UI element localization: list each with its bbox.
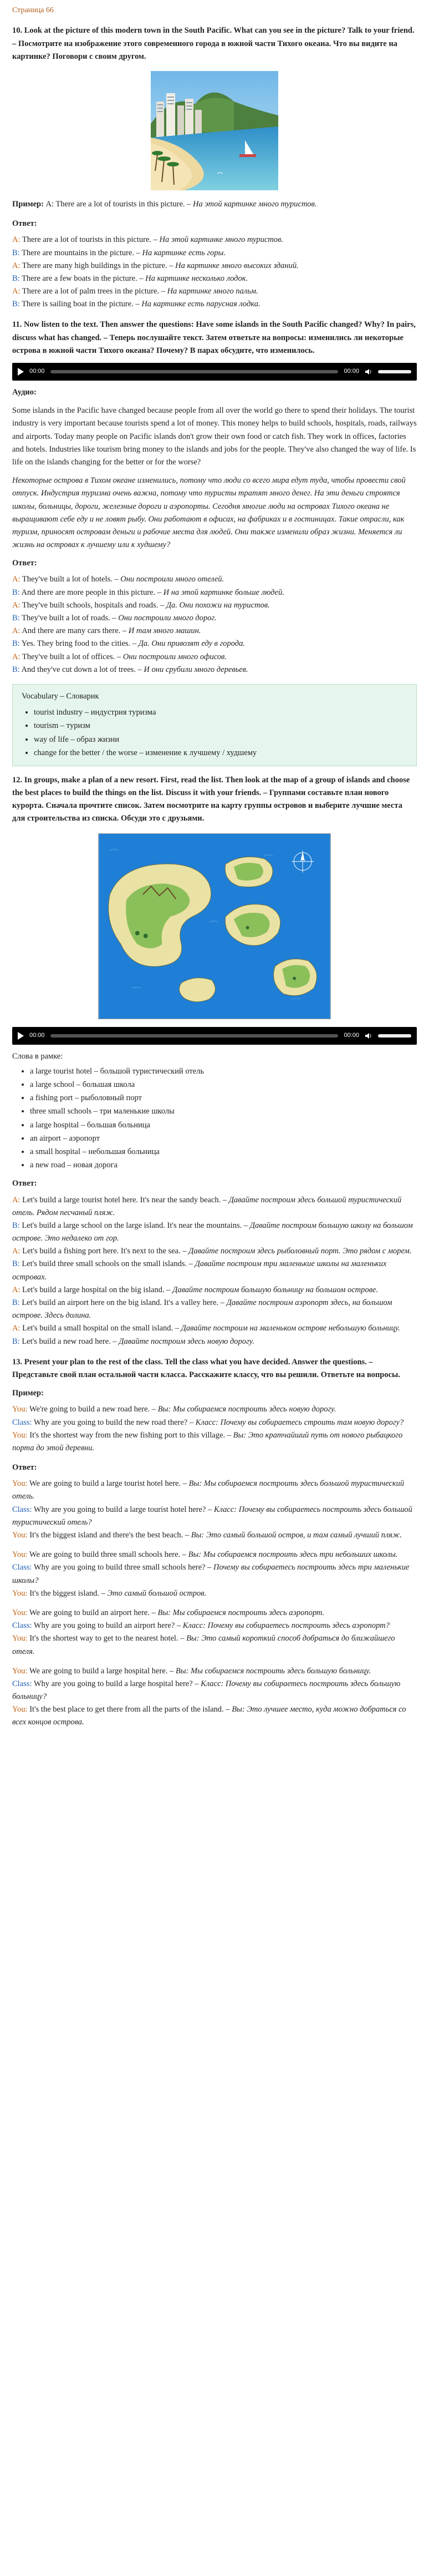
line-ru: Класс: Почему вы собираетесь построить здесь большой туристический отель?	[12, 1505, 412, 1527]
dialogue-line	[12, 586, 417, 599]
line-en: Why are you going to build a large hospital here? –	[32, 1679, 201, 1688]
line-en: We are going to build an airport here. –	[27, 1608, 158, 1617]
audio-time-end: 00:00	[344, 368, 359, 375]
dialogue-line	[12, 1607, 417, 1620]
words-label: Слова в рамке:	[12, 1051, 63, 1061]
word-item: • a small hospital – небольшая больница	[30, 1146, 417, 1158]
dialogue-line	[12, 1529, 417, 1542]
volume-icon[interactable]	[365, 1032, 372, 1040]
task-12-title: 12. In groups, make a plan of a new resort. First, read the list. Then look at the map of a group of islands and choose the best places to build the things on the list. Discuss it with your friends. – Группами составьте план нового курорта. Сначала прочтите список. Затем посмотрите на карту группы островов и выберите лучшие места для строительства из списка. Обсуди это с друзьями.	[12, 775, 410, 823]
audio-progress-bar[interactable]	[50, 370, 339, 373]
volume-slider[interactable]	[378, 370, 411, 373]
play-icon[interactable]	[18, 368, 24, 376]
dialogue-line	[12, 1335, 417, 1348]
speaker: B:	[12, 639, 20, 649]
line-en: Yes. They bring food to the cities. –	[19, 639, 139, 649]
audio-player	[12, 1027, 417, 1045]
line-ru: Давайте построим большую школу на большом острове. Это недалеко от гор.	[12, 1221, 413, 1243]
line-ru: Давайте построим аэропорт здесь, на большом острове. Здесь долина.	[12, 1298, 392, 1320]
dialogue-line	[12, 260, 417, 272]
dialogue-line	[12, 1703, 417, 1729]
line-en: Let's build a large school on the large island. It's near the mountains. –	[19, 1221, 250, 1230]
line-en: There are a lot of tourists in this picture. –	[20, 235, 160, 245]
answer-block	[12, 1548, 417, 1600]
speaker: B:	[12, 1221, 20, 1230]
task-13-example-label: Пример:	[12, 1389, 44, 1398]
line-ru: На картинке много высоких зданий.	[175, 261, 299, 270]
dialogue-line	[12, 599, 417, 612]
line-en: There are mountains in the picture. –	[19, 248, 142, 257]
task-13-title: 13. Present your plan to the rest of the class. Tell the class what you have decided. Answer the questions. – Представьте свой план остальной части класса. Расскажите классу, что вы решили. Ответьте на вопросы.	[12, 1357, 400, 1379]
volume-slider[interactable]	[378, 1034, 411, 1038]
speaker: B:	[12, 274, 20, 283]
speaker: You:	[12, 1666, 28, 1676]
dialogue-line	[12, 637, 417, 650]
vocabulary-item: • change for the better / the worse – изменение к лучшему / худшему	[34, 747, 407, 760]
speaker: B:	[12, 1337, 20, 1346]
speaker: B:	[12, 1259, 20, 1269]
line-ru: Давайте построим большую больницу на большом острове.	[172, 1285, 378, 1294]
dialogue-line	[12, 1403, 417, 1416]
line-ru: И на этой картинке больше людей.	[163, 588, 284, 597]
line-ru: На картинке есть горы.	[142, 248, 226, 257]
vocabulary-box	[12, 684, 417, 766]
line-en: It's the biggest island. –	[27, 1588, 108, 1598]
line-en: There are many high buildings in the picture. –	[20, 261, 176, 270]
task-12-answers	[12, 1194, 417, 1348]
dialogue-line	[12, 1297, 417, 1322]
line-ru: Давайте построим три маленькие школы на маленьких островах.	[12, 1259, 387, 1282]
speaker: You:	[12, 1405, 28, 1414]
speaker: You:	[12, 1479, 28, 1489]
line-ru: И они срубили много деревьев.	[144, 665, 248, 674]
speaker: A:	[12, 1285, 21, 1294]
speaker: You:	[12, 1608, 28, 1617]
speaker: B:	[12, 300, 20, 309]
line-ru: Класс: Почему вы собираетесь строить там новую дорогу?	[195, 1418, 404, 1427]
task-10-answer-label: Ответ:	[12, 219, 37, 229]
task-11-answer-label: Ответ:	[12, 559, 37, 568]
line-ru: Вы: Мы собираемся построить здесь три небольших школы.	[188, 1550, 398, 1560]
word-item: • three small schools – три маленькие школы	[30, 1105, 417, 1118]
word-item: • a fishing port – рыболовный порт	[30, 1092, 417, 1105]
speaker: A:	[12, 1247, 21, 1256]
line-ru: На картинке несколько лодок.	[145, 274, 248, 283]
line-ru: На картинке есть парусная лодка.	[141, 300, 261, 309]
speaker: A:	[12, 600, 21, 610]
dialogue-line	[12, 1194, 417, 1219]
line-en: It's the shortest way from the new fishing port to this village. –	[27, 1430, 233, 1440]
speaker: Class:	[12, 1505, 32, 1514]
line-ru: Они построили много дорог.	[118, 614, 217, 623]
line-en: It's the biggest island and there's the best beach. –	[27, 1531, 191, 1540]
speaker: You:	[12, 1705, 28, 1714]
word-item: • a large tourist hotel – большой туристический отель	[30, 1065, 417, 1078]
task-11-title: 11. Now listen to the text. Then answer the questions: Have some islands in the South Pacific changed? Why? In pairs, discuss what has changed. – Теперь послушайте текст. Затем ответьте на вопросы: изменились ли некоторые острова в южной части Тихого океана? Почему? В парах обсудите, что изменилось.	[12, 320, 416, 355]
vocabulary-item: • tourist industry – индустрия туризма	[34, 706, 407, 719]
line-en: Let's build an airport here on the big island. It's a valley here. –	[19, 1298, 227, 1308]
speaker: You:	[12, 1588, 28, 1598]
line-en: And there are more people in this picture. –	[19, 588, 164, 597]
line-en: It's the best place to get there from all the parts of the island. –	[27, 1705, 232, 1714]
line-en: Why are you going to build three small schools here? –	[32, 1563, 213, 1572]
dialogue-line	[12, 1258, 417, 1283]
line-en: We are going to build a large hospital here. –	[27, 1666, 176, 1676]
dialogue-line	[12, 272, 417, 285]
speaker: Class:	[12, 1621, 32, 1631]
speaker: A:	[12, 287, 21, 296]
line-ru: Вы: Мы собираемся построить здесь аэропорт.	[157, 1608, 325, 1617]
example-ru: На этой картинке много туристов.	[193, 199, 317, 209]
line-en: They've built a lot of roads. –	[19, 614, 119, 623]
task-13-example	[12, 1403, 417, 1455]
line-ru: Класс: Почему вы собираетесь построить здесь аэропорт?	[182, 1621, 390, 1631]
dialogue-line	[12, 612, 417, 625]
line-en: They've built a lot of offices. –	[20, 652, 123, 661]
dialogue-line	[12, 573, 417, 586]
line-ru: Класс: Почему вы собираетесь построить здесь большую больницу?	[12, 1679, 401, 1702]
speaker: A:	[12, 1195, 21, 1205]
audio-time-start: 00:00	[29, 368, 45, 375]
dialogue-line	[12, 1620, 417, 1632]
line-en: We are going to build a large tourist hotel here. –	[27, 1479, 189, 1489]
line-ru: И там много машин.	[128, 626, 201, 636]
dialogue-line	[12, 1245, 417, 1258]
task-11-answers	[12, 573, 417, 676]
dialogue-line	[12, 1632, 417, 1658]
answer-block	[12, 1477, 417, 1542]
volume-icon[interactable]	[365, 368, 372, 376]
dialogue-line	[12, 1665, 417, 1678]
line-en: Let's build a large tourist hotel here. It's near the sandy beach. –	[20, 1195, 229, 1205]
speaker: A:	[12, 235, 21, 245]
play-icon[interactable]	[18, 1032, 24, 1040]
example-label: Пример:	[12, 199, 44, 209]
vocabulary-title: Vocabulary – Словарик	[22, 691, 99, 701]
speaker: You:	[12, 1550, 28, 1560]
words-box	[12, 1050, 417, 1172]
line-ru: На этой картинке много туристов.	[159, 235, 283, 245]
answer-block	[12, 1607, 417, 1658]
line-ru: Вы: Мы собираемся построить здесь новую дорогу.	[157, 1405, 336, 1414]
word-item: • an airport – аэропорт	[30, 1132, 417, 1145]
town-picture	[151, 71, 278, 190]
audio-time-end: 00:00	[344, 1031, 359, 1039]
line-en: There are a lot of palm trees in the picture. –	[20, 287, 167, 296]
island-map	[98, 833, 331, 1019]
task-10-title: 10. Look at the picture of this modern town in the South Pacific. What can you see in the picture? Talk to your friend. – Посмотрите на изображение этого современного города в южной части Тихого океана. Что вы видите на картинке? Поговори с своим другом.	[12, 26, 415, 61]
speaker: Class:	[12, 1679, 32, 1688]
vocabulary-list	[22, 706, 407, 760]
line-en: There is sailing boat in the picture. –	[19, 300, 142, 309]
audio-progress-bar[interactable]	[50, 1034, 339, 1038]
line-ru: Они построили много отелей.	[120, 575, 224, 584]
audio-label: Аудио:	[12, 388, 37, 397]
line-ru: Они построили много офисов.	[122, 652, 227, 661]
line-en: Let's build a new road here. –	[19, 1337, 119, 1346]
speaker: A:	[12, 652, 21, 661]
line-ru: Давайте построим здесь новую дорогу.	[119, 1337, 254, 1346]
line-ru: Почему вы собираетесь построить здесь три маленькие школы?	[12, 1563, 410, 1585]
speaker: A:	[12, 575, 21, 584]
line-ru: Вы: Это кратчайший путь от нового рыбацкого порта до этой деревни.	[12, 1430, 403, 1453]
task-12-answer-label: Ответ:	[12, 1179, 37, 1188]
dialogue-line	[12, 1561, 417, 1587]
dialogue-line	[12, 1678, 417, 1703]
text-ru: Некоторые острова в Тихом океане изменились, потому что люди со всего мира едут туда, чтобы провести свой отпуск. Индустрия туризма очень важна, потому что туристы тратят много денег. На эти деньги строятся школы, больницы, дороги, железные дороги и аэропорты. Сегодня многие люди на островах Тихого океана не выращивают себе еду и не ловят рыбу. Они работают в офисах, на фабриках и в гостиницах. Такие отрасли, как туризм, приносят островам деньги и рабочие места для людей. Они также изменили образ жизни. Меняется ли жизнь на островах к лучшему или к худшему?	[12, 476, 406, 550]
line-ru: Вы: Мы собираемся построить здесь большой туристический отель.	[12, 1479, 405, 1501]
word-item: • a large hospital – большая больница	[30, 1119, 417, 1132]
word-item: • a new road – новая дорога	[30, 1159, 417, 1172]
example-text: A: There are a lot of tourists in this picture. –	[43, 199, 193, 209]
speaker: B:	[12, 1298, 20, 1308]
dialogue-line	[12, 1548, 417, 1561]
line-en: And they've cut down a lot of trees. –	[19, 665, 144, 674]
speaker: Class:	[12, 1563, 32, 1572]
line-ru: Давайте построим здесь большой туристический отель. Рядом песчаный пляж.	[12, 1195, 402, 1217]
dialogue-line	[12, 234, 417, 246]
line-en: Let's build a large hospital on the big island. –	[20, 1285, 173, 1294]
answer-block	[12, 1665, 417, 1729]
line-en: Let's build a fishing port here. It's next to the sea. –	[20, 1247, 189, 1256]
word-item: • a large school – большая школа	[30, 1079, 417, 1091]
dialogue-line	[12, 285, 417, 298]
dialogue-line	[12, 1429, 417, 1455]
line-en: We're going to build a new road here. –	[27, 1405, 158, 1414]
speaker: You:	[12, 1634, 28, 1643]
speaker: A:	[12, 1324, 21, 1333]
task-10-example	[12, 198, 417, 211]
task-10-answers	[12, 234, 417, 311]
speaker: B:	[12, 248, 20, 257]
line-en: Let's build three small schools on the small islands. –	[19, 1259, 195, 1269]
dialogue-line	[12, 1284, 417, 1297]
line-en: They've built a lot of hotels. –	[20, 575, 121, 584]
line-en: There are a few boats in the picture. –	[19, 274, 146, 283]
line-en: Why are you going to build a large tourist hotel here? –	[32, 1505, 214, 1514]
dialogue-line	[12, 298, 417, 311]
line-en: Why are you going to build the new road there? –	[32, 1418, 196, 1427]
speaker: A:	[12, 626, 21, 636]
dialogue-line	[12, 651, 417, 664]
vocabulary-item: • tourism – туризм	[34, 720, 407, 732]
line-en: It's the shortest way to get to the nearest hotel. –	[27, 1634, 187, 1643]
dialogue-line	[12, 247, 417, 260]
line-en: Let's build a small hospital on the small island. –	[20, 1324, 181, 1333]
dialogue-line	[12, 1416, 417, 1429]
speaker: B:	[12, 614, 20, 623]
line-en: And there are many cars there. –	[20, 626, 129, 636]
line-en: We are going to build three small schools here. –	[27, 1550, 188, 1560]
task-13-answer-label: Ответ:	[12, 1463, 37, 1472]
line-ru: Давайте построим на маленьком острове небольшую больницу.	[181, 1324, 400, 1333]
speaker: A:	[12, 261, 21, 270]
line-ru: Давайте построим здесь рыболовный порт. Это рядом с морем.	[188, 1247, 412, 1256]
line-ru: Вы: Это самый большой остров, и там самый лучший пляж.	[191, 1531, 402, 1540]
words-list	[12, 1065, 417, 1172]
page-link[interactable]: Страница 66	[12, 6, 54, 14]
line-ru: Вы: Мы собираемся построить здесь большую больницу.	[175, 1666, 371, 1676]
speaker: Class:	[12, 1418, 32, 1427]
dialogue-line	[12, 1322, 417, 1335]
dialogue-line	[12, 1587, 417, 1600]
audio-time-start: 00:00	[29, 1031, 45, 1039]
dialogue-line	[12, 664, 417, 676]
line-ru: Вы: Это самый короткий способ добраться до ближайшего отеля.	[12, 1634, 395, 1656]
speaker: You:	[12, 1430, 28, 1440]
dialogue-line	[12, 1477, 417, 1503]
speaker: B:	[12, 665, 20, 674]
line-en: Why are you going to build an airport here? –	[32, 1621, 183, 1631]
line-ru: Да. Они привозят еду в города.	[138, 639, 245, 649]
text-en: Some islands in the Pacific have changed because people from all over the world go there to spend their holidays. The tourist industry is very important because tourists spend a lot of money. This money helps to build schools, hospitals, roads, railways and airports. Today many people on Pacific islands don't grow their own food or catch fish. They work in offices, factories and hotels. Industries like tourism bring money to the islands and jobs for the people. They've also changed the way of life. Is life on the islands changing for the better or for the worse?	[12, 406, 417, 467]
line-en: They've built schools, hospitals and roads. –	[20, 600, 166, 610]
line-ru: На картинке много пальм.	[167, 287, 258, 296]
vocabulary-item: • way of life – образ жизни	[34, 733, 407, 746]
speaker: You:	[12, 1531, 28, 1540]
dialogue-line	[12, 625, 417, 637]
line-ru: Это самый большой остров.	[107, 1588, 207, 1598]
dialogue-line	[12, 1219, 417, 1245]
dialogue-line	[12, 1504, 417, 1529]
speaker: B:	[12, 588, 20, 597]
line-ru: Да. Они похожи на туристов.	[166, 600, 270, 610]
audio-player	[12, 363, 417, 381]
line-ru: Вы: Это лучшее место, куда можно добраться со всех концов острова.	[12, 1705, 406, 1727]
